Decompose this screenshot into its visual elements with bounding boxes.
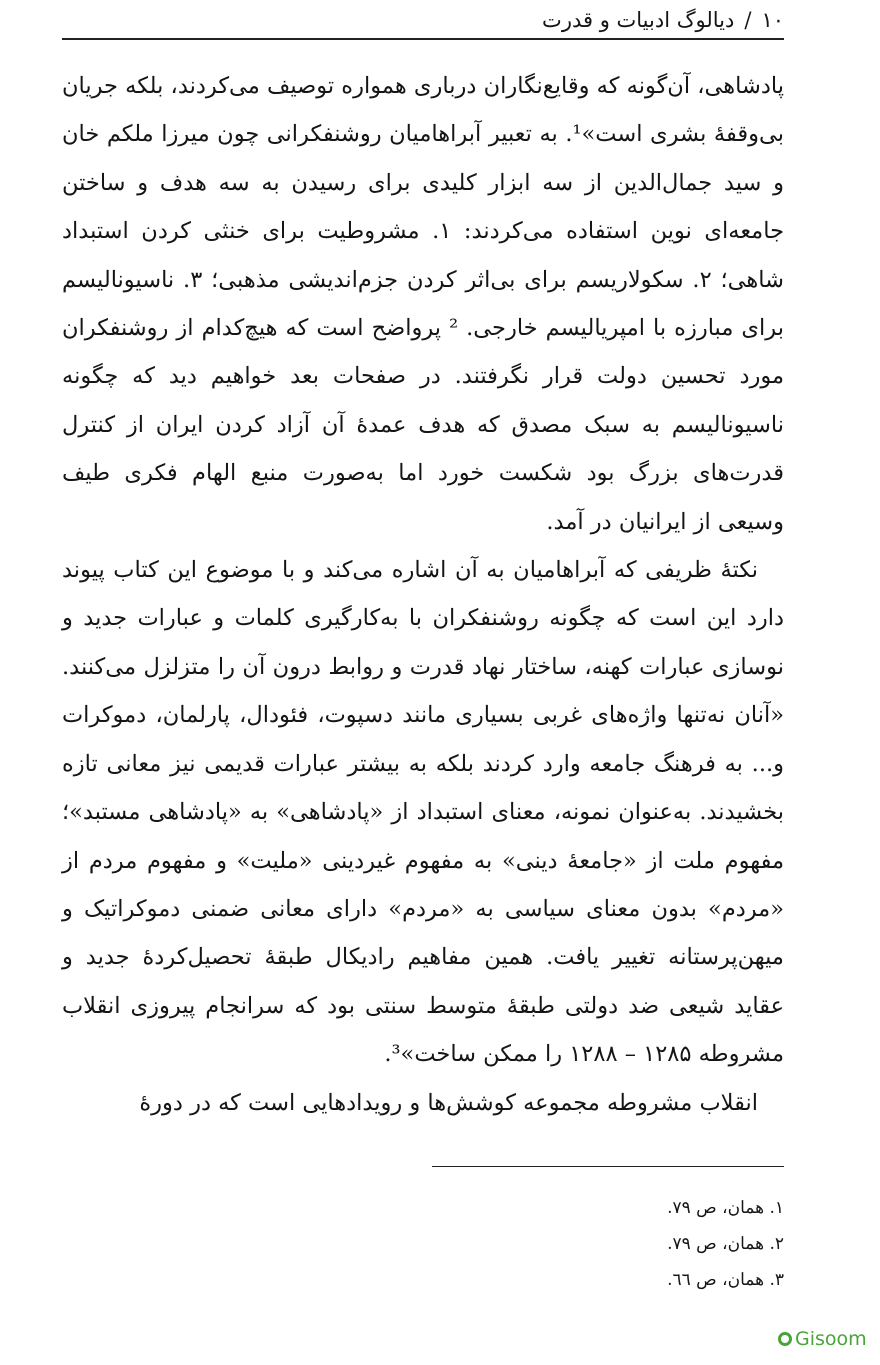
running-header [96, 4, 784, 36]
body-text [62, 62, 784, 1127]
footnote-3: ۳. همان، ص ٦٦. [667, 1270, 784, 1290]
paragraph-3: انقلاب مشروطه مجموعه کوشش‌ها و رویدادهایی است که در دورهٔ [139, 1089, 758, 1116]
running-title: دیالوگ ادبیات و قدرت [542, 8, 735, 32]
header-rule [62, 38, 784, 40]
footnote-1: ۱. همان، ص ۷۹. [667, 1198, 784, 1218]
watermark-logo [778, 1328, 867, 1350]
logo-icon [778, 1332, 792, 1346]
paragraph-2: نکتهٔ ظریفی که آبراهامیان به آن اشاره می‌کند و با موضوع این کتاب پیوند دارد این است که چگونه روشنفکران با به‌کارگیری کلمات و عبارات جدید و نوسازی عبارات کهنه، ساختار نهاد قدرت و روابط درون آن را متزلزل می‌کنند. «آنان نه‌تنها واژه‌های غربی بسیاری مانند دسپوت، فئودال، پارلمان، دموکرات و... به فرهنگ جامعه وارد کردند بلکه به بیشتر عبارات قدیمی نیز معانی تازه بخشیدند. به‌عنوان نمونه، معنای استبداد از «پادشاهی» به «پادشاهی مستبد»؛ مفهوم ملت از «جامعهٔ دینی» به مفهوم غیردینی «ملیت» و مفهوم مردم از «مردم» بدون معنای سیاسی به «مردم» دارای معانی ضمنی دموکراتیک و میهن‌پرستانه تغییر یافت. همین مفاهیم رادیکال طبقهٔ تحصیل‌کردهٔ جدید و عقاید شیعی ضد دولتی طبقهٔ متوسط سنتی بود که سرانجام پیروزی انقلاب مشروطه ۱۲۸۵ – ۱۲۸۸ را ممکن ساخت»³. [62, 557, 785, 1068]
footnote-2: ۲. همان، ص ۷۹. [667, 1234, 784, 1254]
watermark-text: Gisoom [795, 1328, 867, 1350]
page-number: ۱۰ [761, 8, 784, 32]
header-separator: / [744, 8, 752, 32]
paragraph-1: پادشاهی، آن‌گونه که وقایع‌نگاران درباری همواره توصیف می‌کردند، بلکه جریان بی‌وقفهٔ بشری است»¹. به تعبیر آبراهامیان روشنفکرانی چون میرزا ملکم خان و سید جمال‌الدین از سه ابزار کلیدی برای رسیدن به سه هدف و ساختن جامعه‌ای نوین استفاده می‌کردند: ۱. مشروطیت برای خنثی کردن استبداد شاهی؛ ۲. سکولاریسم برای بی‌اثر کردن جزم‌اندیشی مذهبی؛ ۳. ناسیونالیسم برای مبارزه با امپریالیسم خارجی. ² پرواضح است که هیچ‌کدام از روشنفکران مورد تحسین دولت قرار نگرفتند. در صفحات بعد خواهیم دید که چگونه ناسیونالیسم به سبک مصدق که هدف عمدهٔ آن آزاد کردن ایران از کنترل قدرت‌های بزرگ بود شکست خورد اما به‌صورت منبع الهام فکری طیف وسیعی از ایرانیان در آمد. [62, 73, 784, 535]
footnotes [432, 1190, 784, 1298]
footnote-rule [432, 1166, 784, 1167]
